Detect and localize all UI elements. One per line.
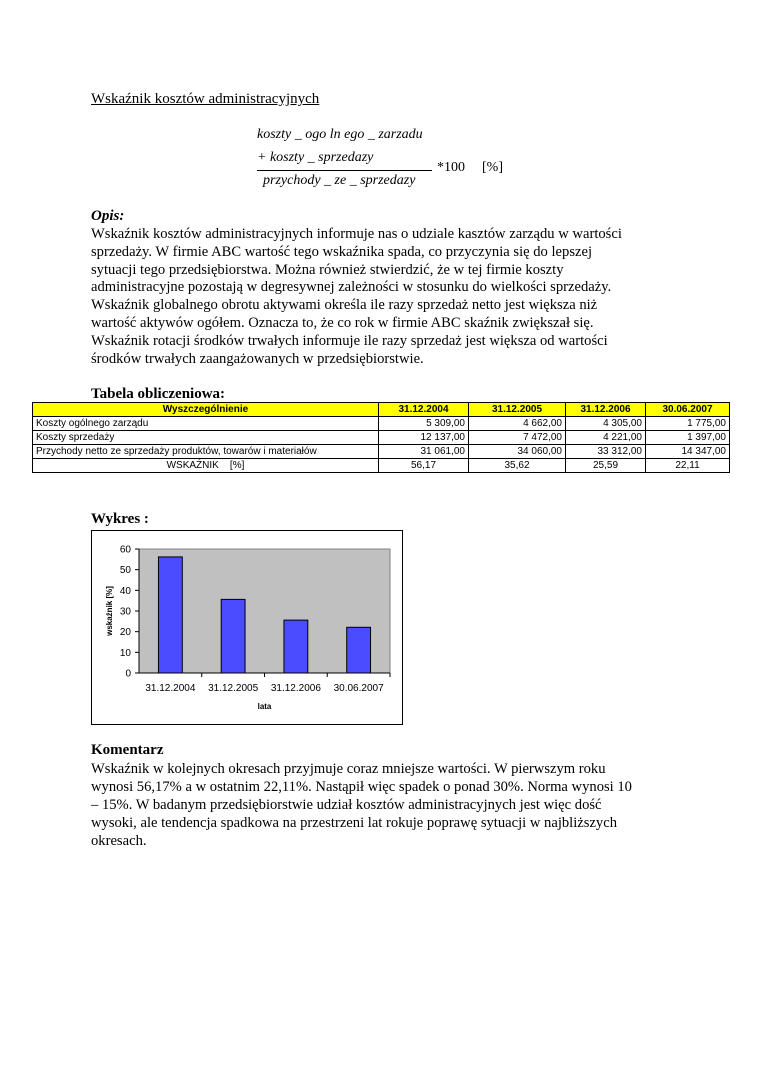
opis-line: sytuacji tego przedsiębiorstwa. Można również stwierdzić, że w tej firmie koszty [91, 261, 564, 278]
y-tick-label: 10 [119, 647, 131, 659]
table-header-row [33, 403, 730, 417]
y-tick-label: 40 [119, 585, 131, 597]
komentarz-line: wynosi 56,17% a w ostatnim 22,11%. Nastąpił więc spadek o ponad 30%. Norma wynosi 10 [91, 779, 632, 795]
y-tick-label: 60 [119, 544, 131, 556]
table-result-cell: 22,11 [646, 459, 730, 473]
table-cell-label: Koszty sprzedaży [33, 431, 379, 445]
formula-numerator-line2: + koszty _ sprzedazy [257, 150, 374, 165]
bar [158, 557, 182, 673]
opis-line: środków trwałych zaangażowanych w przedsiębiorstwie. [91, 350, 424, 367]
formula-denominator: przychody _ ze _ sprzedazy [263, 173, 416, 188]
table-header-cell: 31.12.2004 [379, 403, 469, 417]
komentarz-paragraph [91, 760, 671, 850]
x-tick-label: 31.12.2005 [208, 683, 259, 694]
bar [221, 599, 245, 673]
table-row [33, 431, 730, 445]
x-tick-label: 31.12.2006 [270, 683, 321, 694]
opis-line: Wskaźnik kosztów administracyjnych informuje nas o udziale kasztów zarządu w wartości [91, 226, 622, 242]
x-tick-label: 30.06.2007 [333, 683, 384, 694]
table-header-cell: Wyszczególnienie [33, 403, 379, 417]
table-cell-label: Przychody netto ze sprzedaży produktów, towarów i materiałów [33, 445, 379, 459]
table-cell: 7 472,00 [469, 431, 566, 445]
table-cell: 1 775,00 [646, 417, 730, 431]
opis-line: sprzedaży. W firmie ABC wartość tego wskaźnika spada, co przyczynia się do lepszej [91, 243, 593, 260]
y-tick-label: 50 [119, 565, 131, 577]
table-cell: 1 397,00 [646, 431, 730, 445]
opis-heading: Opis: [91, 208, 125, 224]
table-cell: 14 347,00 [646, 445, 730, 459]
y-axis-label: wskaźnik [%] [105, 586, 114, 636]
komentarz-line: wysoki, ale tendencja spadkowa na przestrzeni lat rokuje poprawę sytuacji w najbliższych [91, 815, 617, 831]
table-heading: Tabela obliczeniowa: [91, 386, 226, 402]
bar [347, 627, 371, 673]
table-cell: 5 309,00 [379, 417, 469, 431]
y-tick-label: 20 [119, 627, 131, 639]
table-cell: 4 305,00 [566, 417, 646, 431]
opis-line: wartość aktywów ogółem. Oznacza to, że co rok w firmie ABC skaźnik zwiększał się. [91, 314, 594, 331]
formula-unit: [%] [482, 160, 503, 175]
formula-fraction-bar [257, 170, 432, 171]
bar [284, 620, 308, 673]
calculation-table [32, 402, 730, 473]
table-cell: 34 060,00 [469, 445, 566, 459]
document-title: Wskaźnik kosztów administracyjnych [91, 91, 320, 107]
formula-numerator-line1: koszty _ ogo ln ego _ zarzadu [257, 127, 423, 142]
komentarz-line: Wskaźnik w kolejnych okresach przyjmuje coraz mniejsze wartości. W pierwszym roku [91, 761, 606, 777]
table-result-cell: 56,17 [379, 459, 469, 473]
komentarz-line: okresach. [91, 833, 147, 849]
opis-paragraph [91, 226, 661, 368]
y-tick-label: 0 [125, 668, 131, 680]
table-cell: 31 061,00 [379, 445, 469, 459]
opis-line: administracyjne pozostają w degresywnej zależności w stosunku do wielkości sprzedaży. [91, 279, 612, 296]
table-result-cell: 35,62 [469, 459, 566, 473]
chart-heading: Wykres : [91, 511, 149, 527]
table-header-cell: 31.12.2006 [566, 403, 646, 417]
table-header-cell: 30.06.2007 [646, 403, 730, 417]
table-row [33, 417, 730, 431]
formula-multiplier: *100 [437, 160, 465, 175]
table-header-cell: 31.12.2005 [469, 403, 566, 417]
table-cell: 4 221,00 [566, 431, 646, 445]
y-tick-label: 30 [119, 606, 131, 618]
opis-line: Wskaźnik rotacji środków trwałych informuje ile razy sprzedaż jest większa od wartości [91, 332, 608, 349]
table-row [33, 445, 730, 459]
chart-frame [91, 530, 403, 725]
table-cell: 12 137,00 [379, 431, 469, 445]
komentarz-heading: Komentarz [91, 742, 164, 758]
table-cell-label: Koszty ogólnego zarządu [33, 417, 379, 431]
opis-line: Wskaźnik globalnego obrotu aktywami określa ile razy sprzedaż netto jest większa niż [91, 297, 598, 314]
table-result-cell: 25,59 [566, 459, 646, 473]
table-cell: 4 662,00 [469, 417, 566, 431]
bar-chart [92, 531, 402, 724]
table-result-label: WSKAŹNIK [%] [33, 459, 379, 473]
table-cell: 33 312,00 [566, 445, 646, 459]
table-result-row [33, 459, 730, 473]
x-axis-label: lata [257, 702, 272, 711]
komentarz-line: – 15%. W badanym przedsiębiorstwie udział kosztów administracyjnych jest więc dość [91, 797, 602, 813]
x-tick-label: 31.12.2004 [145, 683, 196, 694]
